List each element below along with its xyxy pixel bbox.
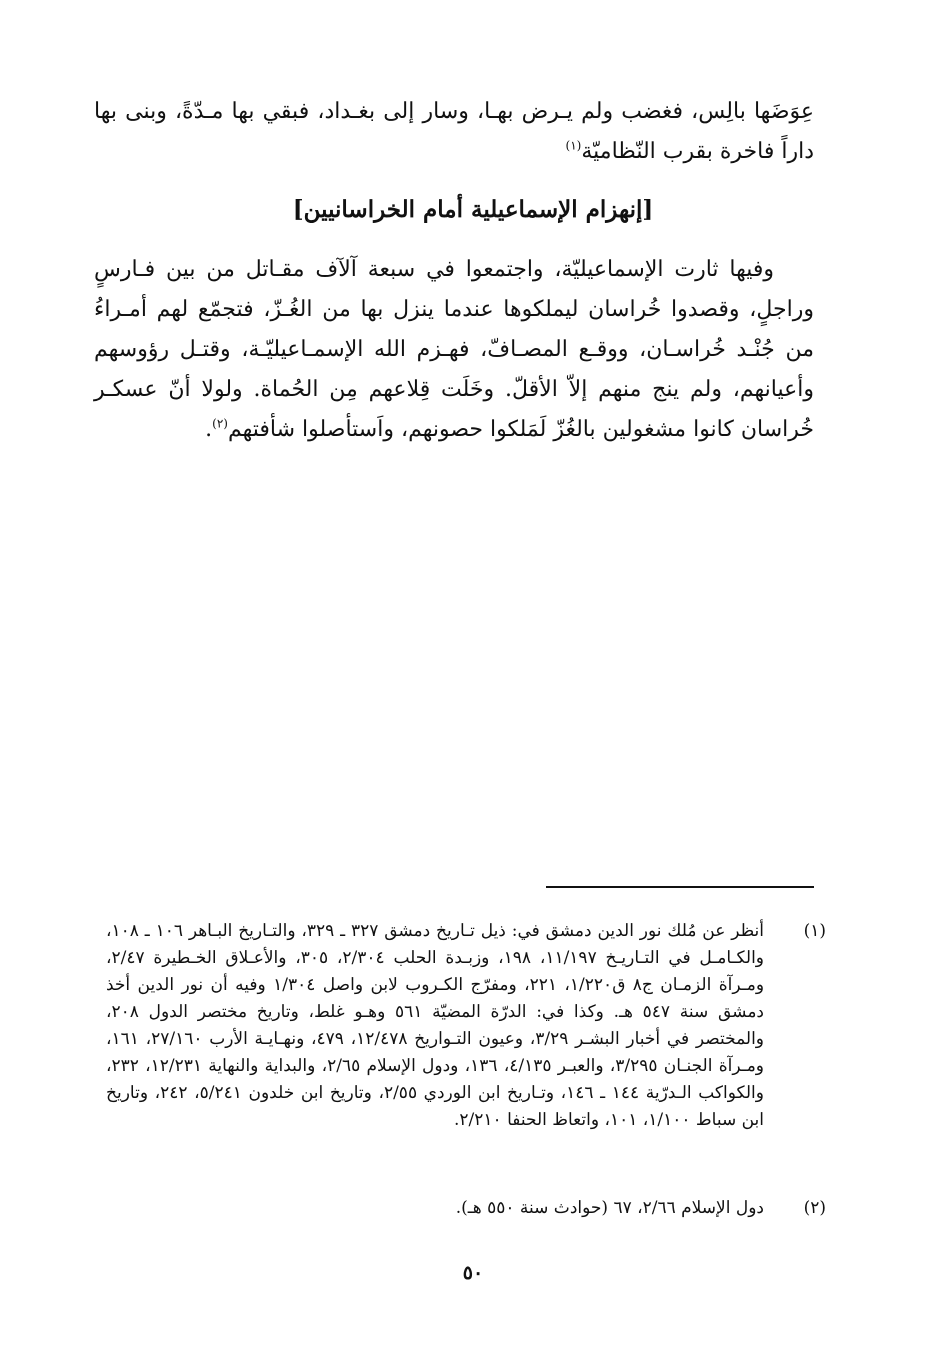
paragraph-text: عِوَضَها بالِس، فغضب ولم يـرض بهـا، وسار إلى بغـداد، فبقي بها مـدّةً، وبنى بها داراً فاخرة بقرب النّظاميّة bbox=[94, 99, 814, 164]
footnote-divider bbox=[546, 886, 814, 888]
footnote-text: دول الإسلام ٢/٦٦، ٦٧ (حوادث سنة ٥٥٠ هـ). bbox=[455, 1198, 764, 1218]
footnote-number: (٢) bbox=[803, 1198, 826, 1218]
section-heading: [إنهزام الإسماعيلية أمام الخراسانيين] bbox=[292, 196, 654, 223]
footnote-text: أنظر عن مُلك نور الدين دمشق في: ذيل تـاريخ دمشق ٣٢٧ ـ ٣٢٩، والتـاريخ البـاهر ١٠٦ ـ ١٠٨، والكـامـل في التـاريـخ ١١/١٩٧، ١٩٨، وزبـدة الحلب ٢/٣٠٤، ٣٠٥، والأعـلاق الخـطيرة ٢/٤٧، ومـرآة الزمـان ج٨ ق١/٢٢٠، ٢٢١، ومفرّج الكـروب لابن واصل ١/٣٠٤ وفيه أن نور الدين أخذ دمشق سنة ٥٤٧ هـ. وكذا في: الدرّة المضيّة ٥٦١ وهـو غلط، وتاريخ مختصر الدول ٢٠٨، والمختصر في أخبار البشـر ٣/٢٩، وعيون التـواريخ ١٢/٤٧٨، ٤٧٩، ونهـايـة الأرب ٢٧/١٦٠، ١٦١، ومـرآة الجنـان ٣/٢٩٥، والعبـر ٤/١٣٥، ١٣٦، ودول الإسلام ٢/٦٥، والبداية والنهاية ١٢/٢٣١، ٢٣٢، والكواكب الـدرّية ١٤٤ ـ ١٤٦، وتـاريخ ابن الوردي ٢/٥٥، وتاريخ ابن خلدون ٥/٢٤١، ٢٤٢، وتاريخ ابن سباط ١/١٠٠، ١٠١، واتعاظ الحنفا ٢/٢١٠. bbox=[106, 921, 765, 1130]
footnote bbox=[106, 918, 826, 1134]
footnote-number: (١) bbox=[803, 921, 826, 941]
footnote-reference: (٢) bbox=[212, 416, 228, 431]
paragraph-text: وفيها ثارت الإسماعيليّة، واجتمعوا في سبعة آلآف مقـاتل من بين فـارسٍ وراجلٍ، وقصدوا خُراسان ليملكوها عندما ينزل بها من الغُـزّ، فتجمّع لهم أمـراءُ من جُنْـد خُراسـان، ووقـع المصـافّ، فهـزم الله الإسمـاعيليّـة، وقتـل رؤوسهم وأعيانهم، ولم ينج منهم إلاّ الأقلّ. وخَلَت قِلاعهم مِن الحُماة. ولولا أنّ عسكـر خُراسان كانوا مشغولين بالغُزّ لَمَلكوا حصونهم، واَستأصلوا شأفتهم bbox=[94, 257, 814, 442]
body-paragraph: وفيها ثارت الإسماعيليّة، واجتمعوا في سبعة آلآف مقـاتل من بين فـارسٍ وراجلٍ، وقصدوا خُراسان ليملكوها عندما ينزل بها من الغُـزّ، فتجمّع لهم أمـراءُ من جُنْـد خُراسـان، ووقـع المصـافّ، فهـزم الله الإسمـاعيليّـة، وقتـل رؤوسهم وأعيانهم، ولم ينج منهم إلاّ الأقلّ. وخَلَت قِلاعهم مِن الحُماة. ولولا أنّ عسكـر خُراسان كانوا مشغولين بالغُزّ لَمَلكوا حصونهم، واَستأصلوا شأفتهم$^{(٢)}$. bbox=[94, 257, 814, 442]
body-paragraph bbox=[94, 92, 814, 172]
footnote bbox=[106, 1195, 826, 1222]
page-number: ٥٠ bbox=[462, 1262, 484, 1284]
footnote-reference: (١) bbox=[565, 138, 582, 153]
